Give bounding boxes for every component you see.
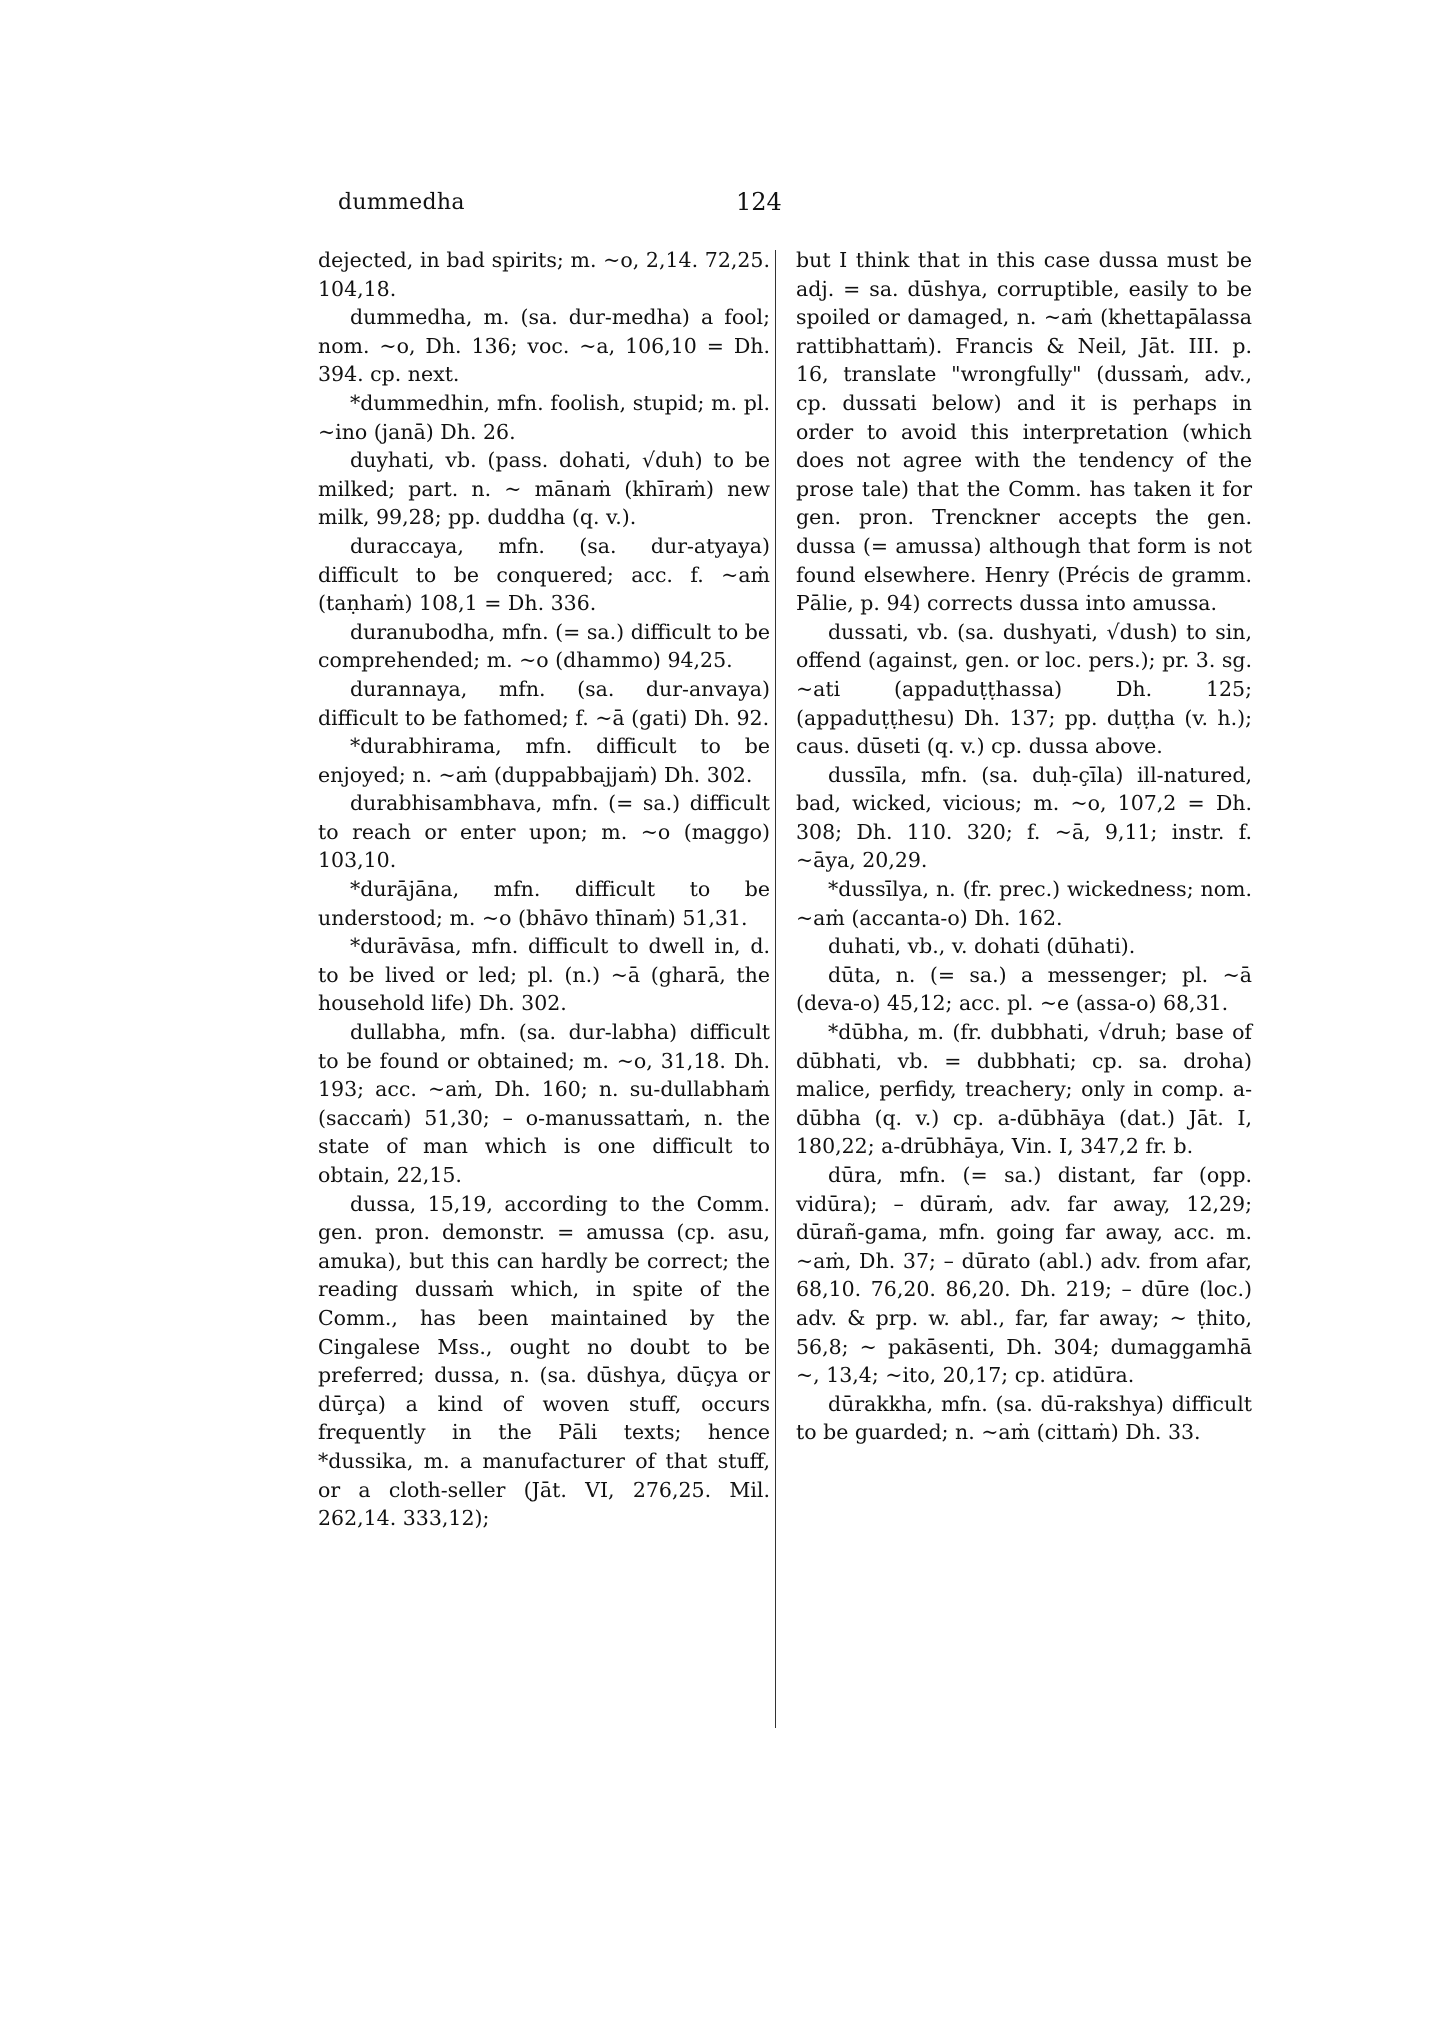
dictionary-entry: *durājāna, mfn. difficult to be understood; m. ~o (bhāvo thīnaṁ) 51,31.	[318, 877, 770, 930]
dictionary-entry: dussīla, mfn. (sa. duḥ-çīla) ill-natured, bad, wicked, vicious; m. ~o, 107,2 = Dh. 308; Dh. 110. 320; f. ~ā, 9,11; instr. f. ~āya, 20,29.	[796, 762, 1252, 873]
running-head: dummedha	[338, 190, 465, 215]
dictionary-entry: duyhati, vb. (pass. dohati, √duh) to be milked; part. n. ~ mānaṁ (khīraṁ) new milk, 99,28; pp. duddha (q. v.).	[318, 448, 770, 530]
dictionary-entry: *dussīlya, n. (fr. prec.) wickedness; nom. ~aṁ (accanta-o) Dh. 162.	[796, 877, 1252, 930]
dictionary-entry: dūrakkha, mfn. (sa. dū-rakshya) difficult to be guarded; n. ~aṁ (cittaṁ) Dh. 33.	[796, 1391, 1252, 1445]
dictionary-entry: dūra, mfn. (= sa.) distant, far (opp. vidūra); – dūraṁ, adv. far away, 12,29; dūrañ-gama, mfn. going far away, acc. m. ~aṁ, Dh. 37; – dūrato (abl.) adv. from afar, 68,10. 76,20. 86,20. Dh. 219; – dūre (loc.) adv. & prp. w. abl., far, far away; ~ ṭhito, 56,8; ~ pakāsenti, Dh. 304; dumaggamhā ~, 13,4; ~ito, 20,17; cp. atidūra.	[796, 1163, 1252, 1388]
dictionary-entry: *durabhirama, mfn. difficult to be enjoyed; n. ~aṁ (duppabbajjaṁ) Dh. 302.	[318, 734, 770, 787]
dictionary-entry: dummedha, m. (sa. dur-medha) a fool; nom. ~o, Dh. 136; voc. ~a, 106,10 = Dh. 394. cp. next.	[318, 305, 770, 387]
dictionary-entry: dejected, in bad spirits; m. ~o, 2,14. 72,25. 104,18.	[318, 248, 770, 301]
dictionary-entry: dullabha, mfn. (sa. dur-labha) difficult to be found or obtained; m. ~o, 31,18. Dh. 193; acc. ~aṁ, Dh. 160; n. su-dullabhaṁ (saccaṁ) 51,30; – o-manussattaṁ, n. the state of man which is one difficult to obtain, 22,15.	[318, 1020, 770, 1187]
dictionary-entry: duranubodha, mfn. (= sa.) difficult to be comprehended; m. ~o (dhammo) 94,25.	[318, 619, 770, 673]
dictionary-entry: dussa, 15,19, according to the Comm. gen. pron. demonstr. = amussa (cp. asu, amuka), but this can hardly be correct; the reading dussaṁ which, in spite of the Comm., has been maintained by the Cingalese Mss., ought no doubt to be preferred; dussa, n. (sa. dūshya, dūçya or dūrça) a kind of woven stuff, occurs frequently in the Pāli texts; hence *dussika, m. a manufacturer of that stuff, or a cloth-seller (Jāt. VI, 276,25. Mil. 262,14. 333,12);	[318, 1191, 770, 1531]
dictionary-entry: *durāvāsa, mfn. difficult to dwell in, d. to be lived or led; pl. (n.) ~ā (gharā, the household life) Dh. 302.	[318, 934, 770, 1016]
dictionary-entry: *dūbha, m. (fr. dubbhati, √druh; base of dūbhati, vb. = dubbhati; cp. sa. droha) malice, perfidy, treachery; only in comp. a-dūbha (q. v.) cp. a-dūbhāya (dat.) Jāt. I, 180,22; a-drūbhāya, Vin. I, 347,2 fr. b.	[796, 1020, 1252, 1159]
dictionary-entry: durannaya, mfn. (sa. dur-anvaya) difficult to be fathomed; f. ~ā (gati) Dh. 92.	[318, 676, 770, 730]
column-divider	[775, 250, 776, 1728]
dictionary-entry: dussati, vb. (sa. dushyati, √dush) to sin, offend (against, gen. or loc. pers.); pr. 3. sg. ~ati (appaduṭṭhassa) Dh. 125; (appaduṭṭhesu) Dh. 137; pp. duṭṭha (v. h.); caus. dūseti (q. v.) cp. dussa above.	[796, 619, 1253, 759]
dictionary-entry: but I think that in this case dussa must be adj. = sa. dūshya, corruptible, easily to be spoiled or damaged, n. ~aṁ (khettapālassa rattibhattaṁ). Francis & Neil, Jāt. III. p. 16, translate "wrongfully" (dussaṁ, adv., cp. dussati below) and it is perhaps in order to avoid this interpretation (which does not agree with the tendency of the prose tale) that the Comm. has taken it for gen. pron. Trenckner accepts the gen. dussa (= amussa) although that form is not found elsewhere. Henry (Précis de gramm. Pālie, p. 94) corrects dussa into amussa.	[796, 248, 1252, 616]
dictionary-entry: dūta, n. (= sa.) a messenger; pl. ~ā (deva-o) 45,12; acc. pl. ~e (assa-o) 68,31.	[796, 962, 1252, 1016]
dictionary-entry: duraccaya, mfn. (sa. dur-atyaya) difficult to be conquered; acc. f. ~aṁ (taṇhaṁ) 108,1 = Dh. 336.	[318, 533, 770, 616]
dictionary-entry: durabhisambhava, mfn. (= sa.) difficult to reach or enter upon; m. ~o (maggo) 103,10.	[318, 791, 770, 873]
right-column	[796, 246, 1252, 1447]
page-number: 124	[736, 188, 782, 216]
dictionary-entry: duhati, vb., v. dohati (dūhati).	[828, 934, 1136, 959]
dictionary-entry: *dummedhin, mfn. foolish, stupid; m. pl. ~ino (janā) Dh. 26.	[318, 390, 770, 444]
left-column	[318, 246, 770, 1533]
